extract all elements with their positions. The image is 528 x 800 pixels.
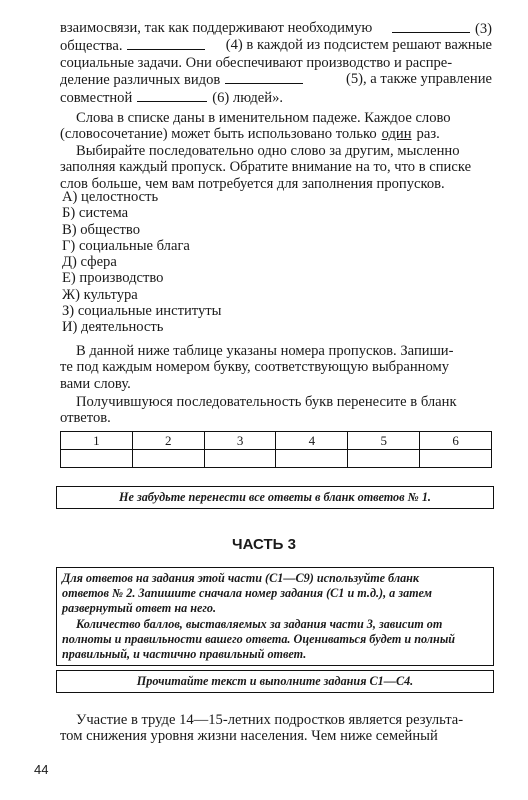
- blank-5: [225, 71, 303, 84]
- text-line: совместной: [60, 89, 133, 106]
- task-text: Прочитайте текст и выполните задания С1—С4.: [136, 674, 414, 688]
- answer-cell[interactable]: [348, 450, 420, 468]
- text-line: слов больше, чем вам потребуется для заполнения пропусков.: [60, 175, 445, 192]
- answer-cell[interactable]: [61, 450, 133, 468]
- text-line: (5), а также управление: [345, 71, 492, 88]
- answer-cell[interactable]: [276, 450, 348, 468]
- answer-cell[interactable]: [420, 450, 492, 468]
- body-paragraph: [60, 712, 492, 745]
- text-line: вами слову.: [60, 375, 131, 392]
- text-line: Получившуюся последовательность букв перенесите в бланк: [76, 394, 457, 410]
- text-line: те под каждым номером букву, соответствующую выбранному: [60, 359, 450, 376]
- instructions-paragraph: [60, 110, 492, 192]
- table-answer-row: [61, 450, 492, 468]
- task-box: [56, 670, 494, 693]
- text-line: Участие в труде 14—15-летних подростков является результа-: [76, 712, 464, 728]
- underlined-word: один: [381, 126, 412, 143]
- text-line: взаимосвязи, так как поддерживают необходимую: [60, 20, 373, 36]
- list-item: А) целостность: [62, 189, 159, 205]
- table-header-row: [61, 432, 492, 450]
- blank-6: [137, 89, 207, 102]
- table-header-cell: 1: [61, 432, 133, 450]
- table-instructions: [60, 343, 492, 392]
- box-line: полноты и правильности вашего ответа. Оцениваться будет и полный: [62, 631, 456, 646]
- answer-table: [60, 431, 492, 468]
- list-item: Д) сфера: [62, 254, 117, 271]
- table-header-cell: 3: [204, 432, 276, 450]
- blank-3: [392, 20, 470, 33]
- text-line: раз.: [416, 126, 440, 143]
- list-item: Г) социальные блага: [62, 237, 190, 254]
- text-line: ответов.: [60, 410, 111, 427]
- list-item: И) деятельность: [62, 319, 164, 336]
- list-item: З) социальные институты: [62, 303, 222, 320]
- text-line: заполняя каждый пропуск. Обратите внимание на то, что в списке: [60, 159, 472, 176]
- answer-cell[interactable]: [204, 450, 276, 468]
- list-item: В) общество: [62, 221, 140, 238]
- box-line: Количество баллов, выставляемых за задания части 3, зависит от: [76, 616, 443, 631]
- text-line: Слова в списке даны в именительном падеже. Каждое слово: [76, 110, 451, 126]
- box-line: правильный, и частично правильный ответ.: [62, 647, 307, 662]
- text-line: деление различных видов: [60, 72, 221, 89]
- text-line: Выбирайте последовательно одно слово за другим, мысленно: [76, 142, 460, 159]
- list-item: Е) производство: [62, 270, 164, 287]
- table-header-cell: 5: [348, 432, 420, 450]
- transfer-instructions: [60, 394, 492, 427]
- text-line: (словосочетание) может быть использовано только: [60, 126, 377, 143]
- blank-number: (3): [474, 21, 492, 37]
- reminder-text: Не забудьте перенести все ответы в бланк ответов № 1.: [119, 490, 431, 504]
- list-item: Б) система: [62, 205, 129, 222]
- box-line: Для ответов на задания этой части (С1—С9) используйте бланк: [62, 571, 420, 585]
- text-line: социальные задачи. Они обеспечивают производство и распре-: [60, 54, 453, 71]
- top-paragraph: [60, 20, 492, 106]
- text-line: (6) людей».: [212, 89, 284, 106]
- part3-instructions-box: [56, 567, 494, 666]
- text-line: В данной ниже таблице указаны номера пропусков. Запиши-: [76, 343, 454, 359]
- box-line: ответов № 2. Запишите сначала номер задания (С1 и т.д.), а затем: [62, 586, 432, 601]
- list-item: Ж) культура: [62, 286, 138, 303]
- blank-4: [127, 37, 205, 50]
- answer-cell[interactable]: [132, 450, 204, 468]
- reminder-box: [56, 486, 494, 509]
- table-header-cell: 2: [132, 432, 204, 450]
- text-line: том снижения уровня жизни населения. Чем ниже семейный: [60, 728, 438, 745]
- page-number: 44: [34, 762, 49, 777]
- table-header-cell: 4: [276, 432, 348, 450]
- section-heading: ЧАСТЬ 3: [232, 536, 296, 553]
- text-line: общества.: [60, 38, 123, 55]
- table-header-cell: 6: [420, 432, 492, 450]
- word-options-list: [62, 189, 221, 336]
- text-line: (4) в каждой из подсистем решают важные: [225, 37, 492, 54]
- box-line: развернутый ответ на него.: [62, 601, 217, 616]
